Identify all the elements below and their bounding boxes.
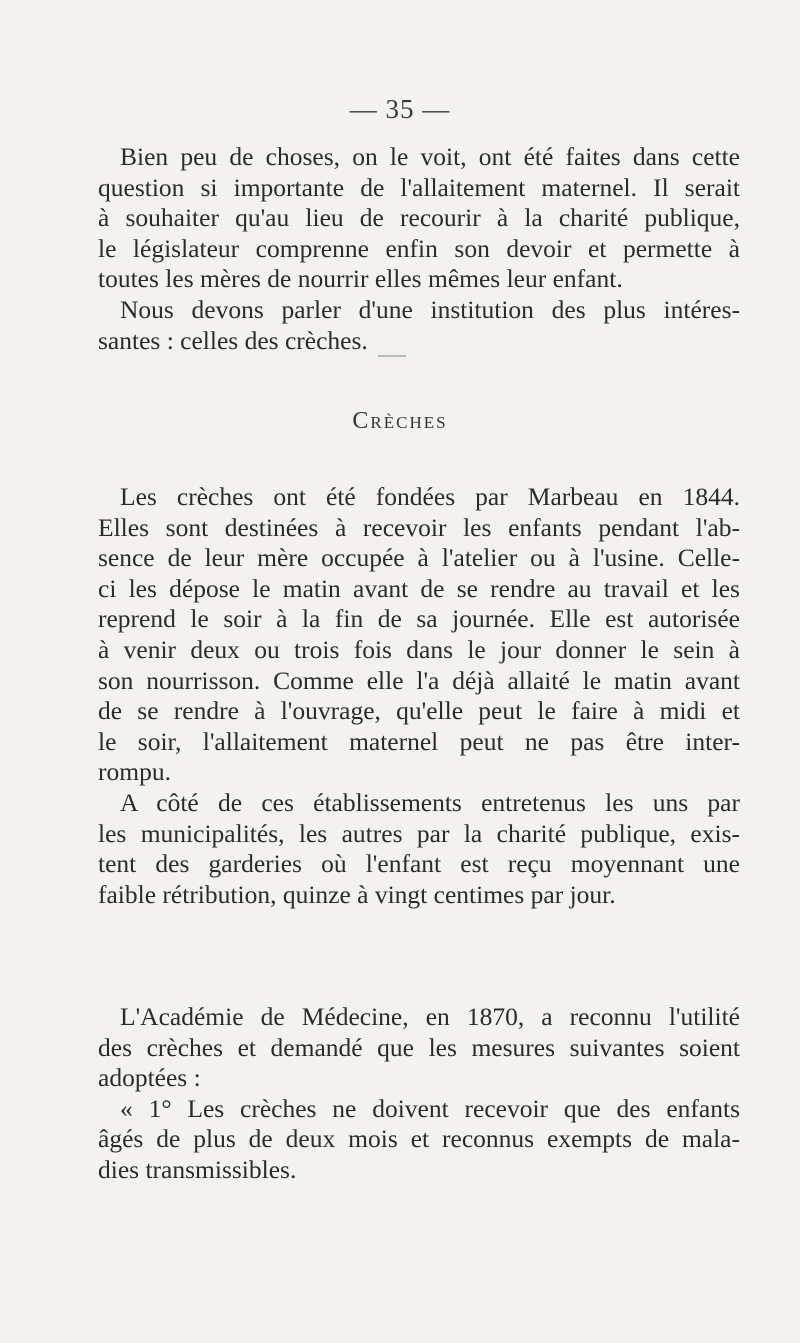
paragraph-garderies xyxy=(98,788,740,910)
creches-text xyxy=(98,482,740,910)
text-line: sence de leur mère occupée à l'atelier ou à l'usine. Celle- xyxy=(98,543,740,573)
text-line: Elles sont destinées à recevoir les enfants pendant l'ab- xyxy=(98,512,740,542)
text-line: de se rendre à l'ouvrage, qu'elle peut le faire à midi et xyxy=(98,696,740,726)
text-line: « 1° Les crèches ne doivent recevoir que des enfants xyxy=(120,1093,740,1123)
text-line: A côté de ces établissements entretenus les uns par xyxy=(120,787,740,817)
text-line: faible rétribution, quinze à vingt centimes par jour. xyxy=(98,879,616,909)
text-line: L'Académie de Médecine, en 1870, a reconnu l'utilité xyxy=(120,1002,740,1031)
section-heading: Crèches xyxy=(352,408,448,434)
text-line: à souhaiter qu'au lieu de recourir à la charité publique, xyxy=(98,203,740,233)
text-line: Nous devons parler d'une institution des plus intéres- xyxy=(120,294,740,324)
section-divider xyxy=(378,355,406,357)
text-line: le législateur comprenne enfin son devoir et permette à xyxy=(98,233,740,263)
text-line: toutes les mères de nourrir elles mêmes leur enfant. xyxy=(98,264,623,294)
paragraph-allaitement xyxy=(98,142,740,295)
text-line: dies transmissibles. xyxy=(98,1154,297,1184)
paragraph-mesures xyxy=(98,1094,740,1186)
text-line: santes : celles des crèches. xyxy=(98,325,368,355)
text-line: son nourrisson. Comme elle l'a déjà allaité le matin avant xyxy=(98,665,740,695)
paragraph-academie xyxy=(98,1002,740,1094)
text-line: ci les dépose le matin avant de se rendre au travail et les xyxy=(98,573,740,603)
text-line: Bien peu de choses, on le voit, ont été faites dans cette xyxy=(120,142,740,171)
text-line: à venir deux ou trois fois dans le jour donner le sein à xyxy=(98,634,740,664)
page-number: — 35 — xyxy=(349,94,451,124)
academie-text xyxy=(98,1002,740,1186)
intro-text xyxy=(98,142,740,356)
paragraph-institution xyxy=(98,295,740,356)
text-line: tent des garderies où l'enfant est reçu moyennant une xyxy=(98,849,740,879)
text-line: âgés de plus de deux mois et reconnus exempts de mala- xyxy=(98,1124,740,1154)
text-line: question si importante de l'allaitement maternel. Il serait xyxy=(98,172,740,202)
text-line: adoptées : xyxy=(98,1063,201,1093)
text-line: des crèches et demandé que les mesures suivantes soient xyxy=(98,1032,740,1062)
text-line: Les crèches ont été fondées par Marbeau en 1844. xyxy=(120,482,740,511)
text-line: rompu. xyxy=(98,757,171,787)
text-line: reprend le soir à la fin de sa journée. Elle est autorisée xyxy=(98,604,740,634)
text-line: les municipalités, les autres par la charité publique, exis- xyxy=(98,818,740,848)
text-line: le soir, l'allaitement maternel peut ne pas être inter- xyxy=(98,726,740,756)
paragraph-fondation xyxy=(98,482,740,788)
